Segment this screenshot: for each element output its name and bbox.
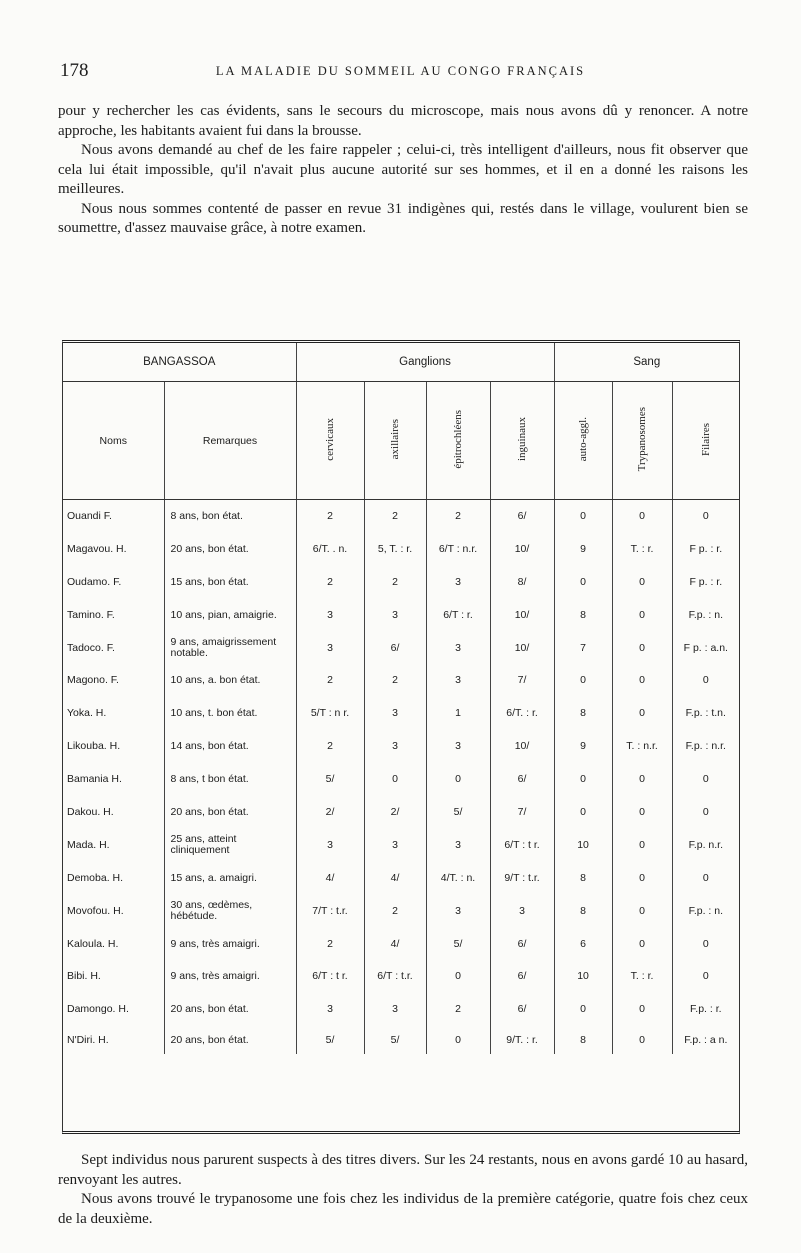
cell-cervicaux: 3 [296,632,364,665]
cell-filaires: 0 [672,960,739,993]
cell-trypanosomes: 0 [612,632,672,665]
cell-auto-aggl: 10 [554,829,612,862]
table-row [63,1026,739,1054]
cell-trypanosomes: 0 [612,599,672,632]
cell-trypanosomes: 0 [612,895,672,928]
cell-remarks: 30 ans, œdèmes, hébétude. [164,895,296,928]
cell-remarks: 20 ans, bon état. [164,533,296,566]
cell-filaires: F p. : r. [672,566,739,599]
cell-filaires: 0 [672,763,739,796]
cell-remarks: 10 ans, pian, amaigrie. [164,599,296,632]
cell-axillaires: 4/ [364,928,426,961]
cell-filaires: F.p. n.r. [672,829,739,862]
cell-trypanosomes: 0 [612,829,672,862]
cell-trypanosomes: 0 [612,500,672,533]
table-row [63,862,739,895]
cell-name: Tadoco. F. [67,641,115,654]
cell-epitrochleens: 6/T : r. [426,599,490,632]
examination-table [62,340,740,1134]
cell-trypanosomes: 0 [612,697,672,730]
cell-axillaires: 2 [364,664,426,697]
cell-inguinaux: 6/ [490,500,554,533]
cell-trypanosomes: 0 [612,862,672,895]
cell-trypanosomes: T. : r. [612,533,672,566]
cell-axillaires: 3 [364,697,426,730]
cell-remarks: 20 ans, bon état. [164,1026,296,1054]
cell-name: Demoba. H. [67,871,124,884]
cell-filaires: 0 [672,664,739,697]
closing-text [58,1151,748,1229]
cell-inguinaux: 9/T : t.r. [490,862,554,895]
column-header-auto-aggl [554,382,612,500]
cell-inguinaux: 7/ [490,664,554,697]
cell-inguinaux: 10/ [490,730,554,763]
cell-filaires: F.p. : n.r. [672,730,739,763]
table-row [63,730,739,763]
cell-inguinaux: 7/ [490,796,554,829]
cell-trypanosomes: 0 [612,763,672,796]
cell-axillaires: 2 [364,500,426,533]
column-label: Filaires [699,422,712,456]
cell-epitrochleens: 5/ [426,796,490,829]
cell-axillaires: 3 [364,993,426,1026]
column-label: inguinaux [516,417,529,461]
column-label: cervicaux [324,417,336,461]
column-label: épitrochléens [452,409,464,469]
cell-epitrochleens: 3 [426,566,490,599]
cell-axillaires: 6/T : t.r. [364,960,426,993]
cell-axillaires: 3 [364,599,426,632]
column-header-noms: Noms [63,382,164,500]
cell-filaires: F p. : a.n. [672,632,739,665]
cell-cervicaux: 5/ [296,1026,364,1054]
table-row [63,697,739,730]
table-row [63,763,739,796]
cell-inguinaux: 6/ [490,763,554,796]
cell-filaires: F p. : r. [672,533,739,566]
table-row [63,796,739,829]
cell-auto-aggl: 0 [554,763,612,796]
cell-epitrochleens: 6/T : n.r. [426,533,490,566]
cell-remarks: 9 ans, très amaigri. [164,928,296,961]
cell-name: Bamania H. [67,773,122,786]
page-number: 178 [60,60,89,81]
cell-auto-aggl: 8 [554,599,612,632]
cell-name: Bibi. H. [67,970,101,983]
cell-auto-aggl: 9 [554,533,612,566]
cell-auto-aggl: 9 [554,730,612,763]
cell-cervicaux: 2 [296,928,364,961]
cell-remarks: 8 ans, t bon état. [164,763,296,796]
table-row [63,599,739,632]
cell-epitrochleens: 3 [426,829,490,862]
cell-filaires: F.p. : a n. [672,1026,739,1054]
cell-auto-aggl: 6 [554,928,612,961]
cell-epitrochleens: 0 [426,1026,490,1054]
cell-remarks: 10 ans, t. bon état. [164,697,296,730]
column-header-inguinaux [490,382,554,500]
table-row [63,895,739,928]
cell-filaires: F.p. : t.n. [672,697,739,730]
column-header-trypanosomes [612,382,672,500]
cell-remarks: 14 ans, bon état. [164,730,296,763]
paragraph: Sept individus nous parurent suspects à des titres divers. Sur les 24 restants, nous en avons gardé 10 au hasard, renvoyant les autres. [58,1152,748,1188]
cell-trypanosomes: T. : n.r. [612,730,672,763]
cell-epitrochleens: 5/ [426,928,490,961]
cell-name: Ouandi F. [67,509,112,522]
table-row [63,960,739,993]
cell-name: Tamino. F. [67,608,115,621]
column-header-epitrochleens [426,382,490,500]
cell-trypanosomes: 0 [612,796,672,829]
cell-inguinaux: 6/ [490,960,554,993]
table-row [63,664,739,697]
cell-name: N'Diri. H. [67,1033,109,1046]
group-header-village: BANGASSOA [63,343,296,382]
cell-epitrochleens: 3 [426,730,490,763]
page-header [0,60,801,84]
cell-axillaires: 2 [364,566,426,599]
cell-filaires: 0 [672,928,739,961]
cell-axillaires: 6/ [364,632,426,665]
column-label: auto-aggl. [577,416,590,462]
paragraph: Nous avons demandé au chef de les faire rappeler ; celui-ci, très intelligent d'ailleurs, nous fit observer que cela lui était impossible, qu'il n'avait plus aucune autorité sur ses hommes, et il en a donné les raisons les meilleures. [58,142,748,197]
cell-cervicaux: 3 [296,993,364,1026]
cell-axillaires: 3 [364,829,426,862]
cell-filaires: 0 [672,500,739,533]
cell-inguinaux: 3 [490,895,554,928]
cell-axillaires: 2 [364,895,426,928]
cell-cervicaux: 2 [296,664,364,697]
cell-inguinaux: 6/T : t r. [490,829,554,862]
cell-auto-aggl: 0 [554,664,612,697]
cell-inguinaux: 6/ [490,993,554,1026]
column-header-axillaires [364,382,426,500]
cell-inguinaux: 8/ [490,566,554,599]
cell-axillaires: 2/ [364,796,426,829]
cell-filaires: 0 [672,862,739,895]
cell-cervicaux: 6/T. . n. [296,533,364,566]
cell-axillaires: 5, T. : r. [364,533,426,566]
cell-name: Oudamo. F. [67,575,122,588]
group-header-sang: Sang [554,343,739,382]
cell-auto-aggl: 8 [554,862,612,895]
cell-trypanosomes: 0 [612,993,672,1026]
cell-axillaires: 5/ [364,1026,426,1054]
cell-cervicaux: 4/ [296,862,364,895]
column-header-remarques: Remarques [164,382,296,500]
paragraph: pour y rechercher les cas évidents, sans le secours du microscope, mais nous avons dû y renoncer. A notre approche, les habitants avaient fui dans la brousse. [58,103,748,139]
paragraph: Nous nous sommes contenté de passer en revue 31 indigènes qui, restés dans le village, voulurent bien se soumettre, d'assez mauvaise grâce, à notre examen. [58,200,748,236]
cell-remarks: 10 ans, a. bon état. [164,664,296,697]
cell-filaires: F.p. : r. [672,993,739,1026]
table-row [63,993,739,1026]
cell-name: Yoka. H. [67,707,107,720]
cell-remarks: 20 ans, bon état. [164,796,296,829]
cell-axillaires: 0 [364,763,426,796]
cell-auto-aggl: 8 [554,1026,612,1054]
cell-auto-aggl: 0 [554,566,612,599]
table-row [63,533,739,566]
cell-epitrochleens: 0 [426,960,490,993]
column-label: Trypanosomes [636,406,649,472]
cell-cervicaux: 2 [296,566,364,599]
table-row [63,566,739,599]
cell-inguinaux: 10/ [490,533,554,566]
cell-name: Magono. F. [67,674,119,687]
cell-epitrochleens: 3 [426,632,490,665]
running-title: LA MALADIE DU SOMMEIL AU CONGO FRANÇAIS [215,64,586,78]
cell-filaires: 0 [672,796,739,829]
cell-auto-aggl: 0 [554,500,612,533]
column-label: axillaires [389,418,401,460]
cell-inguinaux: 10/ [490,632,554,665]
cell-cervicaux: 3 [296,829,364,862]
cell-remarks: 20 ans, bon état. [164,993,296,1026]
cell-axillaires: 4/ [364,862,426,895]
paragraph: Nous avons trouvé le trypanosome une fois chez les individus de la première catégorie, quatre fois chez ceux de la deuxième. [58,1191,748,1227]
cell-cervicaux: 5/ [296,763,364,796]
cell-epitrochleens: 3 [426,895,490,928]
cell-auto-aggl: 0 [554,993,612,1026]
cell-remarks: 8 ans, bon état. [164,500,296,533]
group-header-ganglions: Ganglions [296,343,554,382]
cell-cervicaux: 6/T : t r. [296,960,364,993]
cell-trypanosomes: 0 [612,664,672,697]
cell-trypanosomes: T. : r. [612,960,672,993]
cell-auto-aggl: 7 [554,632,612,665]
cell-filaires: F.p. : n. [672,895,739,928]
cell-epitrochleens: 3 [426,664,490,697]
cell-name: Damongo. H. [67,1003,129,1016]
cell-name: Likouba. H. [67,740,121,753]
cell-epitrochleens: 4/T. : n. [426,862,490,895]
cell-name: Movofou. H. [67,904,124,917]
cell-epitrochleens: 1 [426,697,490,730]
cell-name: Mada. H. [67,838,110,851]
cell-epitrochleens: 2 [426,500,490,533]
cell-name: Magavou. H. [67,542,127,555]
cell-name: Dakou. H. [67,805,114,818]
cell-inguinaux: 6/ [490,928,554,961]
cell-epitrochleens: 2 [426,993,490,1026]
cell-inguinaux: 9/T. : r. [490,1026,554,1054]
cell-cervicaux: 2 [296,730,364,763]
cell-filaires: F.p. : n. [672,599,739,632]
cell-auto-aggl: 10 [554,960,612,993]
cell-auto-aggl: 8 [554,697,612,730]
cell-remarks: 9 ans, très amaigri. [164,960,296,993]
cell-cervicaux: 5/T : n r. [296,697,364,730]
cell-remarks: 25 ans, atteint cliniquement [164,829,296,862]
intro-text [58,102,748,239]
cell-inguinaux: 10/ [490,599,554,632]
cell-auto-aggl: 0 [554,796,612,829]
cell-trypanosomes: 0 [612,1026,672,1054]
cell-axillaires: 3 [364,730,426,763]
cell-cervicaux: 3 [296,599,364,632]
table-row [63,928,739,961]
table-row [63,632,739,665]
cell-trypanosomes: 0 [612,928,672,961]
cell-cervicaux: 7/T : t.r. [296,895,364,928]
cell-remarks: 9 ans, amaigrissement notable. [164,632,296,665]
cell-cervicaux: 2/ [296,796,364,829]
cell-remarks: 15 ans, a. amaigri. [164,862,296,895]
cell-cervicaux: 2 [296,500,364,533]
column-header-filaires [672,382,739,500]
table-row [63,500,739,533]
cell-name: Kaloula. H. [67,937,119,950]
cell-trypanosomes: 0 [612,566,672,599]
cell-remarks: 15 ans, bon état. [164,566,296,599]
table-body [63,500,739,1055]
cell-epitrochleens: 0 [426,763,490,796]
column-header-cervicaux [296,382,364,500]
table-row [63,829,739,862]
cell-inguinaux: 6/T. : r. [490,697,554,730]
cell-auto-aggl: 8 [554,895,612,928]
